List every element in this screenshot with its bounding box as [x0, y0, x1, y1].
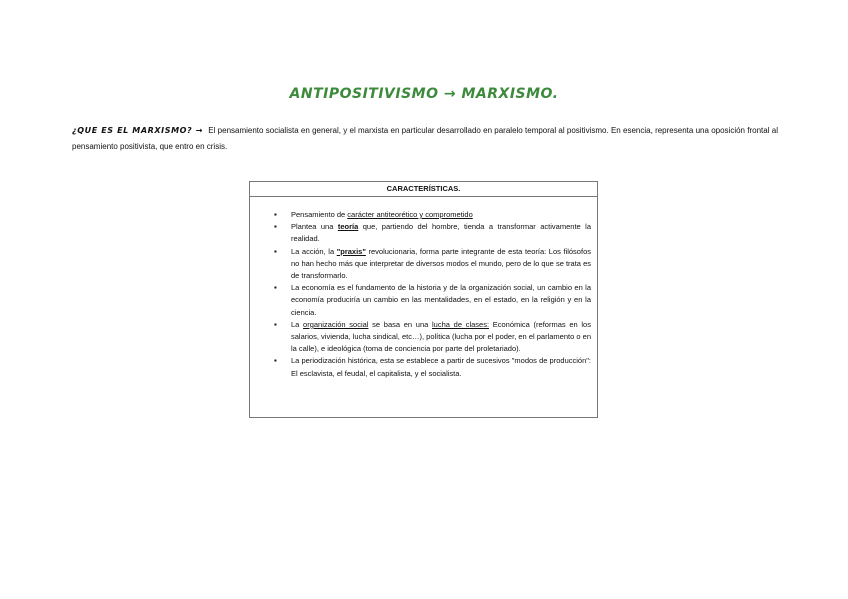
- list-item: ▪ La organización social se basa en una lucha de clases: Económica (reformas en los salarios, vivienda, lucha sindical, etc…), política (lucha por el poder, en el parlamento o en la calle), e ideológica (toma de conciencia por parte del proletariado).: [291, 319, 591, 356]
- list-item: ▪ Plantea una teoría que, partiendo del hombre, tienda a transformar activamente la realidad.: [291, 221, 591, 245]
- characteristics-list: [250, 197, 597, 380]
- characteristics-box: [249, 181, 598, 418]
- list-item: ▪ La acción, la "praxis" revolucionaria, forma parte integrante de esta teoría: Los filósofos no han hecho más que interpretar de diversos modos el mundo, pero de lo que se trata es de transformarlo.: [291, 246, 591, 283]
- intro-text: El pensamiento socialista en general, y el marxista en particular desarrollado en paralelo temporal al positivismo. En esencia, representa una oposición frontal al pensamiento positivista, que entro en crisis.: [72, 126, 778, 151]
- page-title: ANTIPOSITIVISMO → MARXISMO.: [289, 86, 559, 102]
- list-item: ▪ La periodización histórica, esta se establece a partir de sucesivos "modos de producción": El esclavista, el feudal, el capitalista, y el socialista.: [291, 355, 591, 379]
- intro-question: ¿QUE ES EL MARXISMO? →: [72, 126, 204, 135]
- characteristics-header: CARACTERÍSTICAS.: [250, 182, 597, 197]
- list-item: ▪ Pensamiento de carácter antiteorético y comprometido: [291, 209, 591, 221]
- list-item: ▪ La economía es el fundamento de la historia y de la organización social, un cambio en la economía produciría un cambio en las mentalidades, en el estado, en la religión y en la ciencia.: [291, 282, 591, 319]
- intro-paragraph: [72, 123, 778, 155]
